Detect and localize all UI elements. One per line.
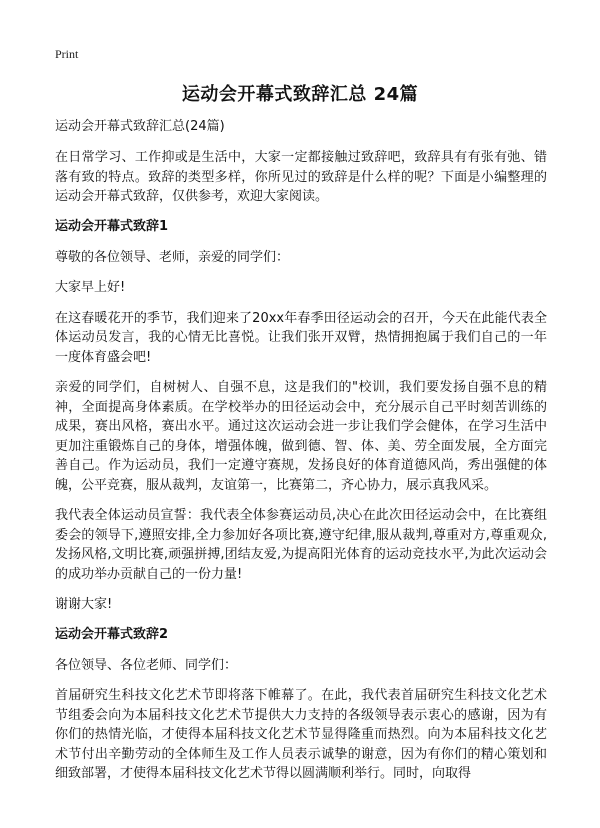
paragraph: 谢谢大家! xyxy=(55,597,113,612)
intro-paragraph: 在日常学习、工作抑或是生活中，大家一定都接触过致辞吧，致辞具有有张有弛、错落有致的特点。致辞的类型多样，你所见过的致辞是什么样的呢？下面是小编整理的运动会开幕式致辞，仅供参考，欢迎大家阅读。 xyxy=(55,150,547,204)
paragraph: 尊敬的各位领导、老师，亲爱的同学们： xyxy=(55,249,290,265)
paragraph: 亲爱的同学们，自树树人、自强不息，这是我们的"校训，我们要发扬自强不息的精神，全面提高身体素质。在学校举办的田径运动会中，充分展示自己平时刻苦训练的成果，赛出风格，赛出水平。通过这次运动会进一步让我们学会健体，在学习生活中更加注重锻炼自己的身体，增强体魄，做到德、智、体、美、劳全面发展，全方面完善自己。作为运动员，我们一定遵守赛规，发扬良好的体育道德风尚，秀出强健的体魄，公平竞赛，服从裁判，友谊第一，比赛第二，齐心协力，展示真我风采。 xyxy=(55,380,547,493)
paragraph: 我代表全体运动员宣誓：我代表全体参赛运动员,决心在此次田径运动会中，在比赛组委会的领导下,遵照安排,全力参加好各项比赛,遵守纪律,服从裁判,尊重对方,尊重观众,发扬风格,文明比赛,顽强拼搏,团结友爱,为提高阳光体育的运动竞技水平,为此次运动会的成功举办贡献自己的一份力量! xyxy=(55,508,547,582)
document-title: 运动会开幕式致辞汇总 24篇 xyxy=(181,84,419,105)
paragraph: 在这春暖花开的季节，我们迎来了20xx年春季田径运动会的召开，今天在此能代表全体运动员发言，我的心情无比喜悦。让我们张开双臂，热情拥抱属于我们自己的一年一度体育盛会吧! xyxy=(55,310,547,365)
section-1 xyxy=(55,218,547,615)
print-link[interactable]: Print xyxy=(55,47,79,61)
section-2 xyxy=(55,626,547,784)
section-heading: 运动会开幕式致辞2 xyxy=(55,626,169,642)
paragraph: 首届研究生科技文化艺术节即将落下帷幕了。在此，我代表首届研究生科技文化艺术节组委会向为本届科技文化艺术节提供大力支持的各级领导表示衷心的感谢，因为有你们的热情光临，才使得本届科技文化艺术节显得隆重而热烈。向为本届科技文化艺术节付出辛勤劳动的全体师生及工作人员表示诚挚的谢意，因为有你们的精心策划和细致部署，才使得本届科技文化艺术节得以圆满顺利举行。同时，向取得 xyxy=(55,688,547,781)
document-subtitle: 运动会开幕式致辞汇总(24篇) xyxy=(55,119,225,134)
paragraph: 大家早上好! xyxy=(55,280,126,295)
document-body xyxy=(55,118,547,795)
section-heading: 运动会开幕式致辞1 xyxy=(55,218,169,234)
paragraph: 各位领导、各位老师、同学们： xyxy=(55,657,238,673)
